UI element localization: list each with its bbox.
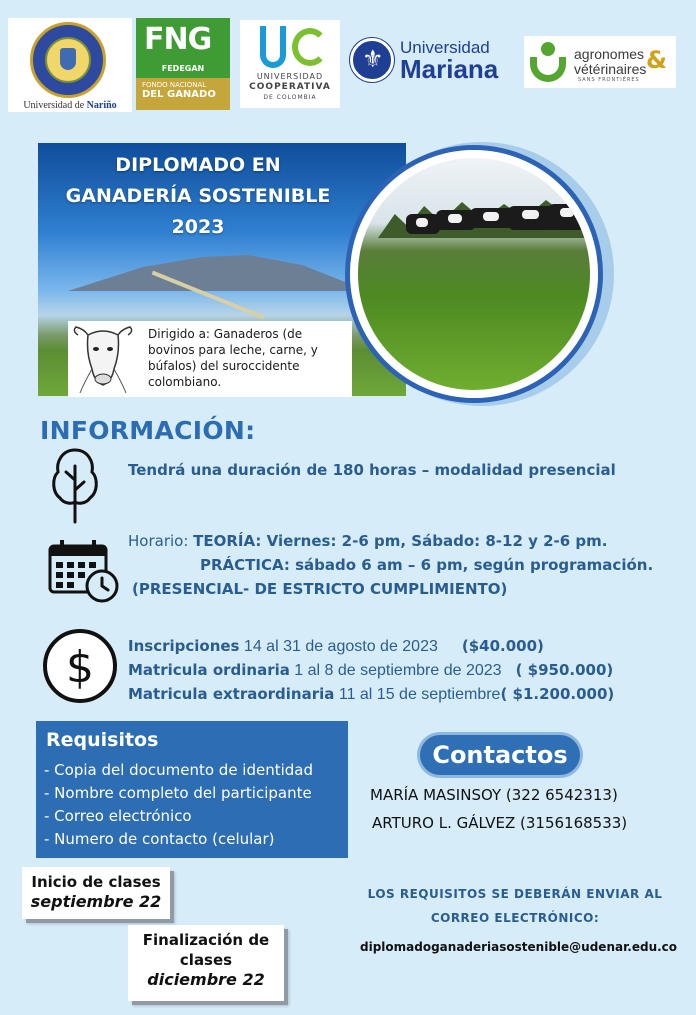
final-label2: clases	[179, 951, 233, 969]
fng-sub: FEDEGAN	[161, 64, 205, 73]
email-link[interactable]: diplomadoganaderiasostenible@udenar.edu.co	[360, 940, 678, 954]
contactos-title: Contactos	[420, 735, 580, 775]
cow-sketch-icon	[70, 323, 136, 395]
pago-matricula-ordinaria: Matricula ordinaria 1 al 8 de septiembre de 2023 ( $950.000)	[128, 661, 614, 679]
requisito-item: - Numero de contacto (celular)	[44, 830, 275, 848]
final-fecha: diciembre 22	[147, 970, 265, 989]
narino-seal-icon	[30, 22, 106, 98]
requisito-item: - Nombre completo del participante	[44, 784, 312, 802]
avsf-figure-icon	[530, 42, 566, 82]
info-duracion: Tendrá una duración de 180 horas – modalidad presencial	[128, 461, 616, 479]
requisitos-box	[36, 721, 348, 858]
envio-requisitos: LOS REQUISITOS SE DEBERÁN ENVIAR AL CORREO ELECTRÓNICO:	[367, 887, 663, 925]
avsf-amp: &	[646, 46, 667, 74]
pago-inscripciones: Inscripciones 14 al 31 de agosto de 2023 ($40.000)	[128, 637, 544, 655]
contacto-arturo: ARTURO L. GÁLVEZ (3156168533)	[372, 814, 628, 832]
cows-photo	[350, 150, 598, 398]
narino-caption: Universidad de Nariño	[23, 100, 117, 111]
mariana-line1: Universidad	[400, 38, 490, 57]
logo-ucc	[240, 20, 340, 108]
banner-title: DIPLOMADO EN GANADERÍA SOSTENIBLE 2023	[65, 154, 331, 238]
finalizacion-clases-box	[128, 925, 284, 1001]
info-horario-teoria: Horario: TEORÍA: Viernes: 2-6 pm, Sábado: 8-12 y 2-6 pm.	[128, 532, 608, 550]
info-horario-practica: PRÁCTICA: sábado 6 am – 6 pm, según programación.	[200, 556, 654, 574]
ucc-caption: UNIVERSIDAD COOPERATIVA DE COLOMBIA	[249, 72, 331, 101]
logo-universidad-narino	[8, 18, 132, 112]
fng-fondo: FONDO NACIONAL DEL GANADO	[142, 81, 216, 100]
logo-universidad-mariana	[350, 36, 518, 86]
mariana-crest-icon	[350, 38, 394, 82]
logo-fng	[136, 18, 230, 110]
dirigido-text: Dirigido a: Ganaderos (de bovinos para leche, carne, y búfalos) del suroccidente colombiano.	[148, 327, 318, 389]
info-horario-nota: (PRESENCIAL- DE ESTRICTO CUMPLIMIENTO)	[132, 580, 508, 598]
inicio-fecha: septiembre 22	[30, 892, 162, 911]
logo-avsf	[524, 36, 676, 88]
fng-title: FNG	[144, 22, 212, 57]
svg-text:$: $	[66, 642, 94, 693]
dirigido-box	[68, 321, 352, 397]
tree-icon	[50, 446, 100, 524]
calendar-clock-icon	[48, 538, 120, 604]
avsf-line1: agronomes	[574, 46, 645, 62]
final-label1: Finalización de	[142, 931, 270, 949]
info-heading: INFORMACIÓN:	[40, 416, 256, 445]
requisito-item: - Correo electrónico	[44, 807, 192, 825]
inicio-label: Inicio de clases	[31, 873, 161, 891]
requisitos-title: Requisitos	[46, 729, 159, 751]
avsf-line2: vétérinaires	[574, 61, 647, 77]
dollar-coin-icon	[40, 626, 120, 706]
pago-matricula-extraordinaria: Matricula extraordinaria 11 al 15 de septiembre( $1.200.000)	[128, 685, 615, 703]
contacto-maria: MARÍA MASINSOY (322 6542313)	[370, 786, 618, 804]
inicio-clases-box	[22, 867, 170, 919]
requisito-item: - Copia del documento de identidad	[44, 761, 314, 779]
avsf-line3: SANS FRONTIÈRES	[578, 77, 640, 83]
mariana-line2: Mariana	[400, 54, 499, 84]
